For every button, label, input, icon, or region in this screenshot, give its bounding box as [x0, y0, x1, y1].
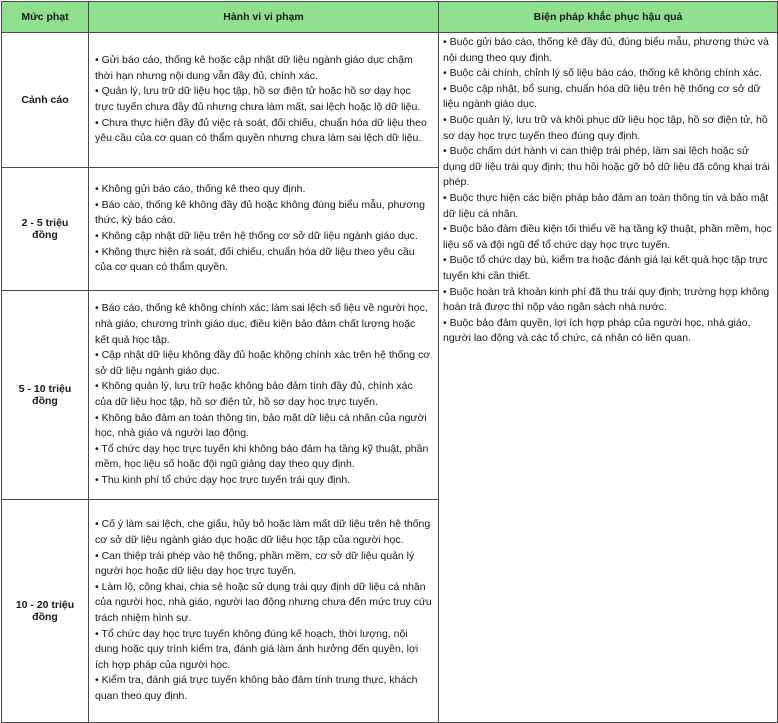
violation-item: • Không quản lý, lưu trữ hoặc không bảo đảm tính đầy đủ, chính xác của dữ liệu học tập, hồ sơ điện tử, hồ sơ dạy học trực tuyến. — [95, 380, 413, 408]
violation-item: • Kiểm tra, đánh giá trực tuyến không bảo đảm tính trung thực, khách quan theo quy định. — [95, 674, 418, 702]
violation-item: • Can thiệp trái phép vào hệ thống, phần mềm, cơ sở dữ liệu quản lý người học hoặc dữ liệu dạy học trực tuyến. — [95, 549, 415, 578]
header-violation: Hành vi vi phạm — [89, 2, 439, 33]
violation-item: • Cố ý làm sai lệch, che giấu, hủy bỏ hoặc làm mất dữ liệu trên hệ thống cơ sở dữ liệu ngành giáo dục hoặc dữ liệu học tập của người học. — [95, 518, 431, 547]
violation-item: • Gửi báo cáo, thống kê hoặc cập nhật dữ liệu ngành giáo dục chậm thời hạn nhưng nội dung vẫn đầy đủ, chính xác. — [95, 54, 413, 82]
remedy-item: • Buộc quản lý, lưu trữ và khôi phục dữ liệu học tập, hồ sơ điện tử, hồ sơ dạy học trực tuyến theo đúng quy định. — [443, 113, 768, 142]
violation-item: • Thu kinh phí tổ chức dạy học trực tuyến trái quy định. — [95, 473, 351, 486]
violation-item: • Không thực hiện rà soát, đối chiếu, chuẩn hóa dữ liệu theo yêu cầu của cơ quan có thẩm quyền. — [95, 245, 415, 274]
penalty-level: 2 - 5 triệu đồng — [2, 168, 89, 291]
violation-item: • Quản lý, lưu trữ dữ liệu học tập, hồ sơ điện tử hoặc hồ sơ dạy học trực tuyến chưa đầy đủ nhưng chưa làm mất, sai lệch hoặc lộ dữ liệu. — [95, 85, 421, 113]
violations-cell — [89, 291, 439, 500]
remedy-item: • Buộc chấm dứt hành vi can thiệp trái phép, làm sai lệch hoặc sử dụng dữ liệu trái quy định; thu hồi hoặc gỡ bỏ dữ liệu đã công khai trái phép. — [443, 145, 770, 189]
table-row — [2, 33, 778, 168]
remedy-item: • Buộc cập nhật, bổ sung, chuẩn hóa dữ liệu trên hệ thống cơ sở dữ liệu ngành giáo dục. — [443, 82, 761, 111]
remedy-item: • Buộc bảo đảm quyền, lợi ích hợp pháp của người học, nhà giáo, người lao động và các tổ chức, cá nhân có liên quan. — [443, 316, 751, 345]
penalty-table — [1, 1, 778, 723]
violation-item: • Làm lộ, công khai, chia sẻ hoặc sử dụng trái quy định dữ liệu cá nhân của người học, nhà giáo, người lao động nhưng chưa đến mức truy cứu trách nhiệm hình sự. — [95, 580, 432, 624]
violations-cell — [89, 500, 439, 723]
violation-item: • Tổ chức dạy học trực tuyến không đúng kế hoạch, thời lượng, nội dung hoặc quy trình kiểm tra, đánh giá làm ảnh hưởng đến quyền, lợi ích hợp pháp của người học. — [95, 627, 419, 671]
remedy-item: • Buộc cải chính, chỉnh lý số liệu báo cáo, thống kê không chính xác. — [443, 67, 762, 80]
violation-item: • Chưa thực hiện đầy đủ việc rà soát, đối chiếu, chuẩn hóa dữ liệu theo yêu cầu của cơ quan có thẩm quyền nhưng chưa làm sai lệch dữ liệu. — [95, 116, 427, 145]
remedy-item: • Buộc hoàn trả khoản kinh phí đã thu trái quy định; trường hợp không hoàn trả được thì nộp vào ngân sách nhà nước. — [443, 285, 770, 314]
violation-item: • Tổ chức dạy học trực tuyến khi không bảo đảm hạ tầng kỹ thuật, phần mềm, học liệu số hoặc đội ngũ giảng dạy theo quy định. — [95, 442, 429, 471]
violation-item: • Báo cáo, thống kê không đầy đủ hoặc không đúng biểu mẫu, phương thức, kỳ báo cáo. — [95, 198, 425, 227]
penalty-level: 10 - 20 triệu đồng — [2, 500, 89, 723]
violation-item: • Cập nhật dữ liệu không đầy đủ hoặc không chính xác trên hệ thống cơ sở dữ liệu ngành giáo dục. — [95, 349, 431, 377]
violations-cell — [89, 33, 439, 168]
remedy-item: • Buộc gửi báo cáo, thống kê đầy đủ, đúng biểu mẫu, phương thức và nội dung theo quy định. — [443, 36, 769, 64]
violation-item: • Không gửi báo cáo, thống kê theo quy định. — [95, 183, 306, 196]
violations-cell — [89, 168, 439, 291]
penalty-level: Cảnh cáo — [2, 33, 89, 168]
header-row — [2, 2, 778, 33]
penalty-level: 5 - 10 triệu đồng — [2, 291, 89, 500]
remedies-cell — [439, 33, 778, 723]
remedy-item: • Buộc thực hiện các biện pháp bảo đảm an toàn thông tin và bảo mật dữ liệu cá nhân. — [443, 191, 769, 220]
violation-item: • Không bảo đảm an toàn thông tin, bảo mật dữ liệu cá nhân của người học, nhà giáo và người lao động. — [95, 411, 427, 440]
header-remedy: Biện pháp khắc phục hậu quả — [439, 2, 778, 33]
violation-item: • Báo cáo, thống kê không chính xác; làm sai lệch số liệu về người học, nhà giáo, chương trình giáo dục, điều kiện bảo đảm chất lượng hoặc kết quả học tập. — [95, 302, 428, 346]
remedy-item: • Buộc bảo đảm điều kiện tối thiểu về hạ tầng kỹ thuật, phần mềm, học liệu số và đội ngũ để tổ chức dạy học trực tuyến. — [443, 223, 772, 251]
remedy-item: • Buộc tổ chức dạy bù, kiểm tra hoặc đánh giá lại kết quả học tập trực tuyến khi cần thiết. — [443, 254, 768, 282]
violation-item: • Không cập nhật dữ liệu trên hệ thống cơ sở dữ liệu ngành giáo dục. — [95, 230, 418, 242]
header-level: Mức phạt — [2, 2, 89, 33]
